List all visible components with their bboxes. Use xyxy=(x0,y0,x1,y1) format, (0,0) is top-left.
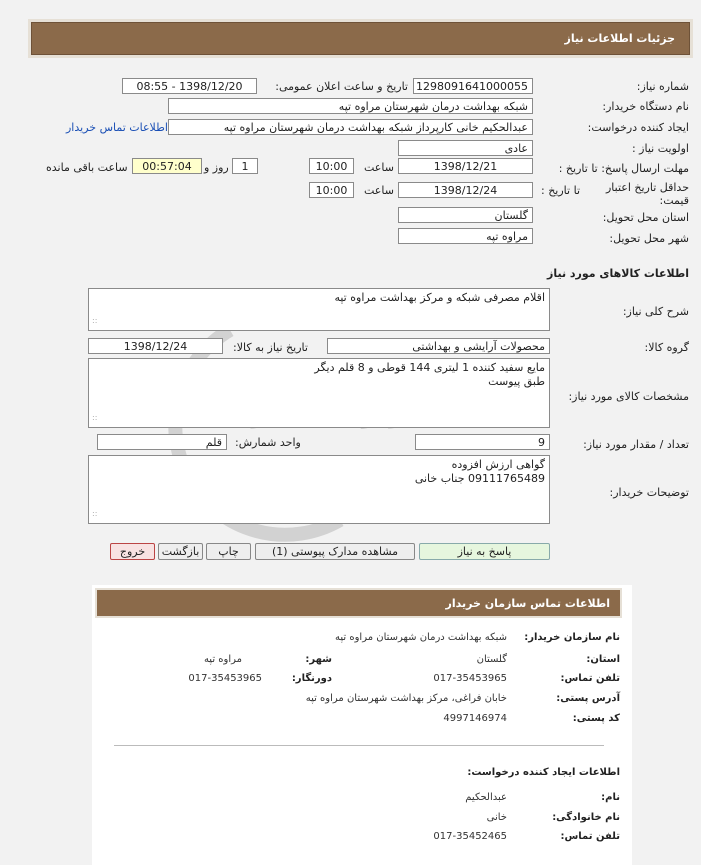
creator-label: ایجاد کننده درخواست: xyxy=(587,121,689,134)
fax-value: 017-35453965 xyxy=(188,673,262,684)
city-label: شهر محل تحویل: xyxy=(609,232,689,245)
exit-button[interactable]: خروج xyxy=(110,543,155,560)
deadline-date-field: 1398/12/21 xyxy=(398,158,533,174)
notes-label: توضیحات خریدار: xyxy=(609,486,689,499)
goods-group-field: محصولات آرایشی و بهداشتی xyxy=(327,338,550,354)
unit-field: قلم xyxy=(97,434,227,450)
validity-time-label: ساعت xyxy=(364,184,394,197)
buyer-contact-link[interactable]: اطلاعات تماس خریدار xyxy=(66,121,168,134)
announce-field: 1398/12/20 - 08:55 xyxy=(122,78,257,94)
province-label: استان: xyxy=(586,654,620,665)
notes-text: گواهی ارزش افزوده 09111765489 جناب خانی xyxy=(414,458,545,485)
days-field: 1 xyxy=(232,158,258,174)
page-title: جزئیات اطلاعات نیاز xyxy=(564,32,675,45)
divider xyxy=(114,745,604,746)
need-date-label: تاریخ نیاز به کالا: xyxy=(233,341,308,354)
contact-panel-header xyxy=(97,590,620,616)
address-label: آدرس پستی: xyxy=(556,693,620,704)
qty-field: 9 xyxy=(415,434,550,450)
specs-field xyxy=(88,358,550,428)
creator-phone-label: تلفن تماس: xyxy=(560,831,620,842)
validity-time-field: 10:00 xyxy=(309,182,354,198)
family-value: خانی xyxy=(486,812,507,823)
days-label: روز و xyxy=(204,161,229,174)
priority-label: اولویت نیاز : xyxy=(631,142,689,155)
org-label: نام سازمان خریدار: xyxy=(524,632,620,643)
resize-grip[interactable]: :: xyxy=(92,509,98,518)
remaining-time-field: 00:57:04 xyxy=(132,158,202,174)
name-value: عبدالحکیم xyxy=(465,792,507,803)
buyer-contact-panel xyxy=(92,585,632,865)
announce-label: تاریخ و ساعت اعلان عمومی: xyxy=(275,80,408,93)
city-field: مراوه تپه xyxy=(398,228,533,244)
creator-phone-value: 017-35452465 xyxy=(433,831,507,842)
postal-value: 4997146974 xyxy=(443,713,507,724)
city-value: مراوه تپه xyxy=(203,654,242,665)
remaining-label: ساعت باقی مانده xyxy=(46,161,128,174)
address-value: خابان فراغی، مرکز بهداشت شهرستان مراوه تپه xyxy=(305,693,507,704)
reply-button[interactable]: پاسخ به نیاز xyxy=(419,543,550,560)
phone-label: تلفن تماس: xyxy=(560,673,620,684)
validity-to-label: تا تاریخ : xyxy=(541,184,580,197)
notes-field xyxy=(88,455,550,524)
need-number-label: شماره نیاز: xyxy=(636,80,689,93)
priority-field: عادی xyxy=(398,140,533,156)
goods-group-label: گروه کالا: xyxy=(644,341,689,354)
resize-grip[interactable]: :: xyxy=(92,413,98,422)
contact-panel-title: اطلاعات تماس سازمان خریدار xyxy=(445,597,610,610)
goods-section-title: اطلاعات کالاهای مورد نیاز xyxy=(547,267,689,280)
goods-desc-label: شرح کلی نیاز: xyxy=(622,305,689,318)
need-date-field: 1398/12/24 xyxy=(88,338,223,354)
validity-date-field: 1398/12/24 xyxy=(398,182,533,198)
specs-text: مایع سفید کننده 1 لیتری 144 قوطی و 8 قلم دیگر طبق پیوست xyxy=(314,361,545,388)
resize-grip[interactable]: :: xyxy=(92,316,98,325)
creator-info-title: اطلاعات ایجاد کننده درخواست: xyxy=(467,767,620,778)
deadline-time-field: 10:00 xyxy=(309,158,354,174)
deadline-label: مهلت ارسال پاسخ: تا تاریخ : xyxy=(558,162,689,175)
back-button[interactable]: بازگشت xyxy=(158,543,203,560)
validity-label: حداقل تاریخ اعتبار قیمت: xyxy=(605,181,689,207)
goods-desc-field xyxy=(88,288,550,331)
page-header xyxy=(31,22,690,55)
phone-value: 017-35453965 xyxy=(433,673,507,684)
province-value: گلستان xyxy=(476,654,507,665)
qty-label: تعداد / مقدار مورد نیاز: xyxy=(583,438,689,451)
name-label: نام: xyxy=(601,792,620,803)
city-label: شهر: xyxy=(305,654,332,665)
specs-label: مشخصات کالای مورد نیاز: xyxy=(568,390,689,403)
goods-desc-text: اقلام مصرفی شبکه و مرکز بهداشت مراوه تپه xyxy=(334,291,545,304)
fax-label: دورنگار: xyxy=(291,673,332,684)
print-button[interactable]: چاپ xyxy=(206,543,251,560)
family-label: نام خانوادگی: xyxy=(552,812,620,823)
view-docs-button[interactable]: مشاهده مدارک پیوستی (1) xyxy=(255,543,415,560)
buyer-org-field: شبکه بهداشت درمان شهرستان مراوه تپه xyxy=(168,98,533,114)
need-number-field: 1298091641000055 xyxy=(413,78,533,94)
province-field: گلستان xyxy=(398,207,533,223)
buyer-org-label: نام دستگاه خریدار: xyxy=(602,100,689,113)
province-label: استان محل تحویل: xyxy=(602,211,689,224)
deadline-time-label: ساعت xyxy=(364,161,394,174)
unit-label: واحد شمارش: xyxy=(235,436,301,449)
postal-label: کد پستی: xyxy=(572,713,620,724)
org-value: شبکه بهداشت درمان شهرستان مراوه تپه xyxy=(335,632,507,643)
creator-field: عبدالحکیم خانی کارپرداز شبکه بهداشت درمان شهرستان مراوه تپه xyxy=(168,119,533,135)
